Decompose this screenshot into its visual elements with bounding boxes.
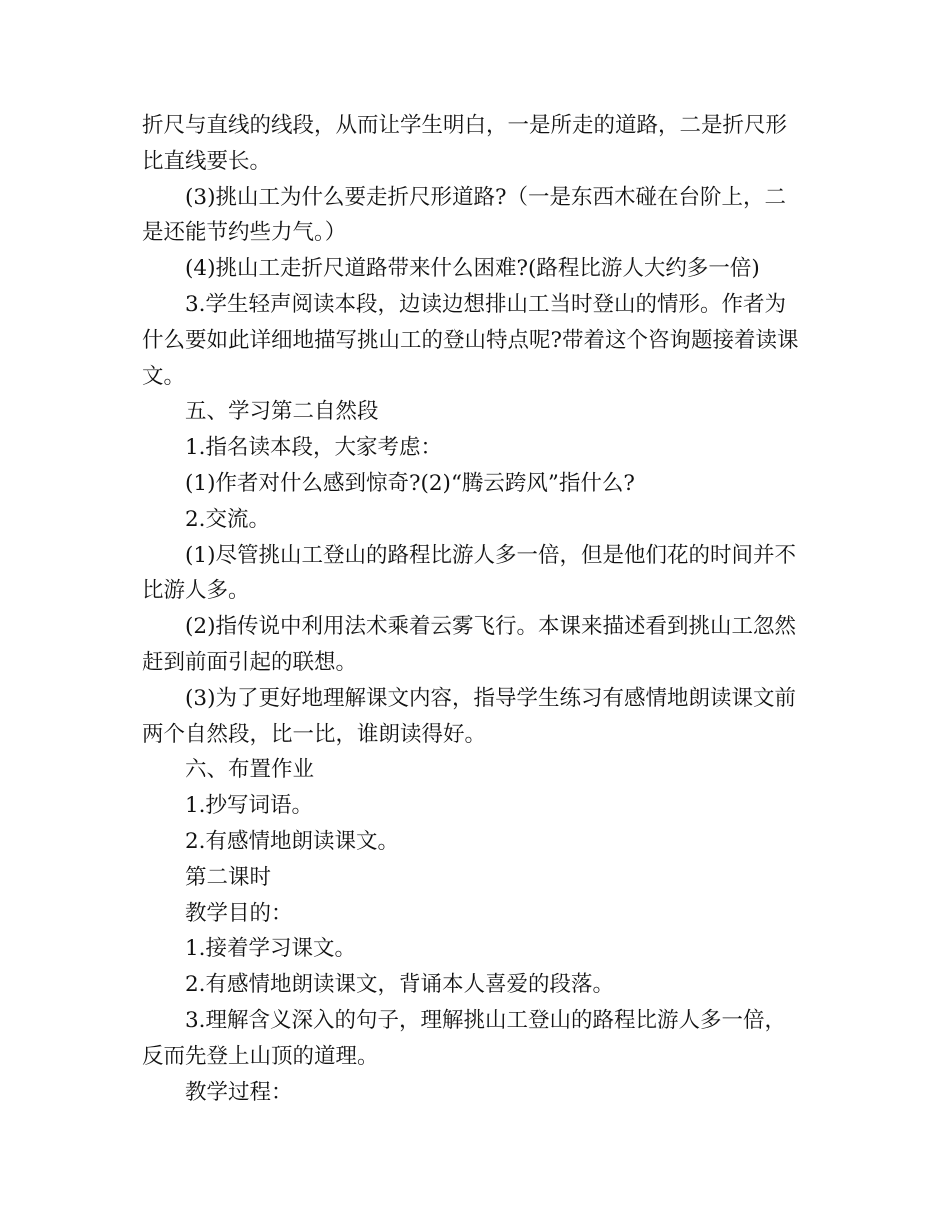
text-line-27: 反而先登上山顶的道理。 <box>142 1043 379 1069</box>
text-line-24: 1.接着学习课文。 <box>185 936 357 962</box>
text-line-10: 1.指名读本段，大家考虑： <box>185 435 443 461</box>
section-heading-6: 六、布置作业 <box>185 757 315 783</box>
text-line-21: 2.有感情地朗读课文。 <box>185 828 400 854</box>
text-line-1: 折尺与直线的线段，从而让学生明白，一是所走的道路，二是折尺形 <box>142 113 788 138</box>
section-heading-5: 五、学习第二自然段 <box>185 399 379 425</box>
document-body <box>142 108 812 1110</box>
text-line-20: 1.抄写词语。 <box>185 793 314 819</box>
text-line-13: (1)尽管挑山工登山的路程比游人多一倍，但是他们花的时间并不 <box>185 542 796 568</box>
objectives-heading: 教学目的： <box>185 900 293 926</box>
text-line-4: 是还能节约些力气。） <box>142 220 347 246</box>
text-line-8: 文。 <box>142 363 186 389</box>
text-line-14: 比游人多。 <box>142 578 250 604</box>
text-line-2: 比直线要长。 <box>142 148 272 174</box>
text-line-7: 什么要如此详细地描写挑山工的登山特点呢?带着这个咨询题接着读课 <box>142 327 799 353</box>
text-line-26: 3.理解含义深入的句子，理解挑山工登山的路程比游人多一倍， <box>185 1007 787 1033</box>
text-line-16: 赶到前面引起的联想。 <box>142 649 358 675</box>
text-line-3: (3)挑山工为什么要走折尺形道路?（一是东西木碰在台阶上，二 <box>185 184 786 210</box>
text-line-6: 3.学生轻声阅读本段，边读边想排山工当时登山的情形。作者为 <box>185 291 787 317</box>
text-line-17: (3)为了更好地理解课文内容，指导学生练习有感情地朗读课文前 <box>185 685 796 711</box>
text-line-18: 两个自然段，比一比，谁朗读得好。 <box>142 721 487 747</box>
text-line-25: 2.有感情地朗读课文，背诵本人喜爱的段落。 <box>185 972 615 998</box>
lesson-heading: 第二课时 <box>185 864 272 890</box>
text-line-15: (2)指传说中利用法术乘着云雾飞行。本课来描述看到挑山工忽然 <box>185 614 796 640</box>
text-line-11: (1)作者对什么感到惊奇?(2)“腾云跨风”指什么? <box>185 470 635 496</box>
text-line-5: (4)挑山工走折尺道路带来什么困难?(路程比游人大约多一倍) <box>185 256 760 282</box>
text-line-12: 2.交流。 <box>185 506 271 532</box>
process-heading: 教学过程： <box>185 1079 293 1105</box>
